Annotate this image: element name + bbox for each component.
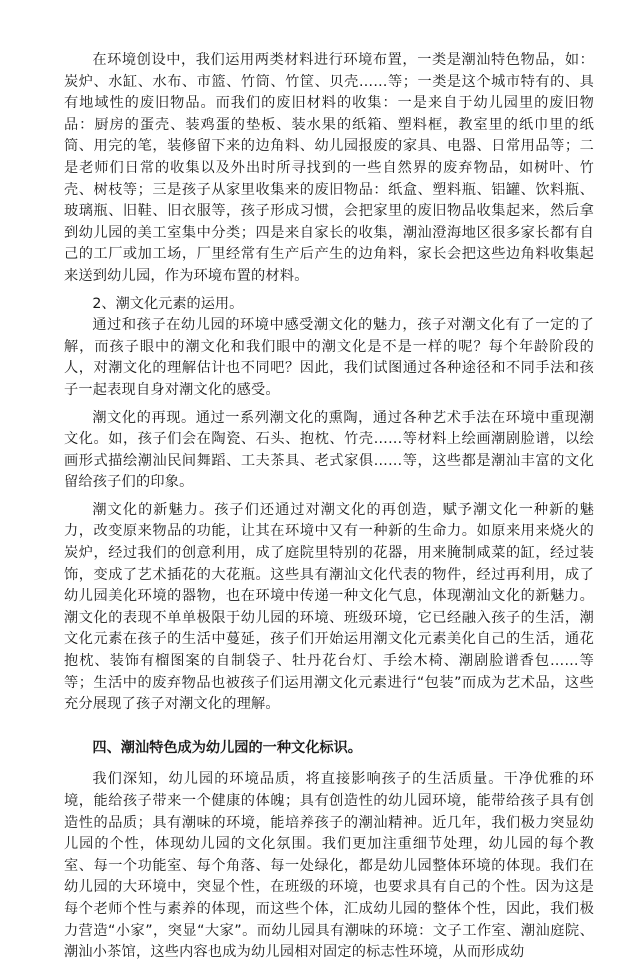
body-paragraph-understanding: 通过和孩子在幼儿园的环境中感受潮文化的魅力，孩子对潮文化有了一定的了解，而孩子眼中的潮文化和我们眼中的潮文化是不是一样的呢？每个年龄阶段的人，对潮文化的理解估计也不同吧？因此，我们试图通过各种途径和不同手法和孩子一起表现自身对潮文化的感受。 xyxy=(64,317,594,398)
body-paragraph-materials: 在环境创设中，我们运用两类材料进行环境布置，一类是潮汕特色物品，如：炭炉、水缸、水布、市篮、竹筒、竹筐、贝壳……等；一类是这个城市特有的、具有地域性的废旧物品。而我们的废旧材料的收集：一是来自于幼儿园里的废旧物品：厨房的蛋壳、装鸡蛋的垫板、装水果的纸箱、塑料框，教室里的纸巾里的纸筒、用完的笔，装修留下来的边角料、幼儿园报废的家具、电器、日常用品等；二是老师们日常的收集以及外出时所寻找到的一些自然界的废弃物品，如树叶、竹壳、树枝等；三是孩子从家里收集来的废旧物品：纸盒、塑料瓶、铝罐、饮料瓶、玻璃瓶、旧鞋、旧衣服等，孩子形成习惯，会把家里的废旧物品收集起来，然后拿到幼儿园的美工室集中分类；四是来自家长的收集，潮汕澄海地区很多家长都有自己的工厂或加工场，厂里经常有生产后产生的边角料，家长会把这些边角料收集起来送到幼儿园，作为环境布置的材料。 xyxy=(64,52,594,284)
body-paragraph-new-charm: 潮文化的新魅力。孩子们还通过对潮文化的再创造，赋予潮文化一种新的魅力，改变原来物品的功能，让其在环境中又有一种新的生命力。如原来用来烧火的炭炉，经过我们的创意利用，成了庭院里特别的花器，用来腌制咸菜的缸，经过装饰，变成了艺术插花的大花瓶。这些具有潮汕文化代表的物件，经过再利用，成了幼儿园美化环境的器物，也在环境中传递一种文化气息，体现潮汕文化的新魅力。潮文化的表现不单单极限于幼儿园的环境、班级环境，它已经融入孩子的生活，潮文化元素在孩子的生活中蔓延，孩子们开始运用潮文化元素美化自己的生活，通花抱枕、装饰有榴图案的自制袋子、牡丹花台灯、手绘木椅、潮剧脸谱香包……等等；生活中的废弃物品也被孩子们运用潮文化元素进行“包装”而成为艺术品，这些充分展现了孩子对潮文化的理解。 xyxy=(64,501,594,713)
section-subheading-culture-elements: 2、潮文化元素的运用。 xyxy=(92,295,244,312)
body-paragraph-environment-quality: 我们深知，幼儿园的环境品质，将直接影响孩子的生活质量。干净优雅的环境，能给孩子带来一个健康的体魄；具有创造性的幼儿园环境，能带给孩子具有创造性的品质；具有潮味的环境，能培养孩子的潮汕精神。近几年，我们极力突显幼儿园的个性，体现幼儿园的文化氛围。我们更加注重细节处理，幼儿园的每个教室、每一个功能室、每个角落、每一处绿化，都是幼儿园整体环境的体现。我们在幼儿园的大环境中，突显个性，在班级的环境，也要求具有自己的个性。因为这是每个老师个性与素养的体现，而这些个体，汇成幼儿园的整体个性，因此，我们极力营造“小家”，突显“大家”。而幼儿园具有潮味的环境：文子工作室、潮汕庭院、潮汕小茶馆，这些内容也成为幼儿园相对固定的标志性环境，从而形成幼 xyxy=(64,771,594,961)
section-heading-cultural-identity: 四、潮汕特色成为幼儿园的一种文化标识。 xyxy=(92,739,362,756)
document-page xyxy=(64,50,594,964)
body-paragraph-reproduction: 潮文化的再现。通过一系列潮文化的熏陶，通过各种艺术手法在环境中重现潮文化。如，孩子们会在陶瓷、石头、抱枕、竹壳……等材料上绘画潮剧脸谱，以绘画形式描绘潮汕民间舞蹈、工夫茶具、老式家俱……等，这些都是潮汕丰富的文化留给孩子们的印象。 xyxy=(64,409,594,491)
